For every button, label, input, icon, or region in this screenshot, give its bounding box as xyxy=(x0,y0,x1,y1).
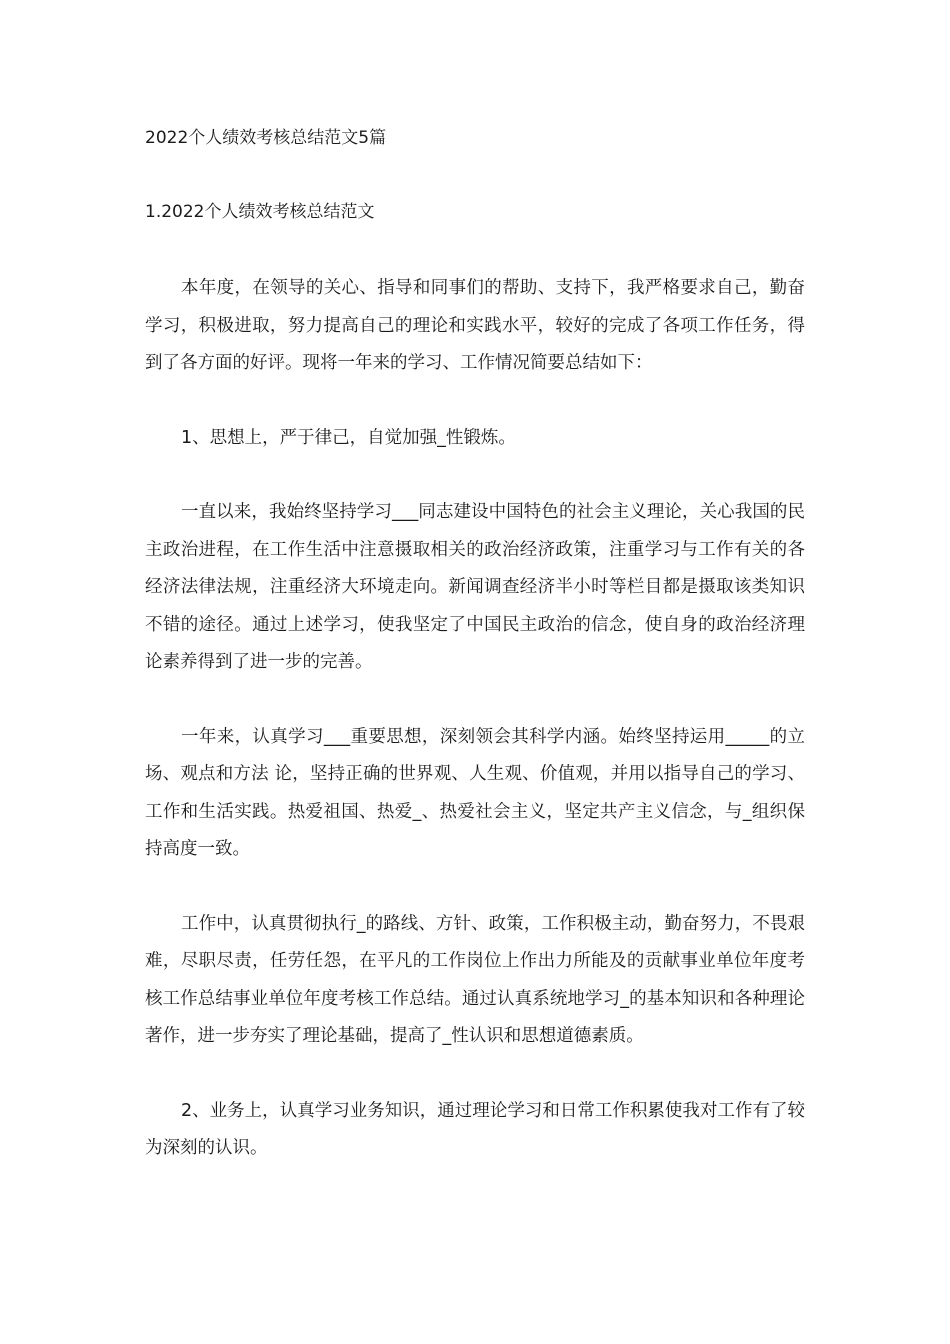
document-body xyxy=(145,270,805,1205)
document-title: 2022个人绩效考核总结范文5篇 xyxy=(145,128,387,148)
paragraph-point-2-heading: 2、业务上，认真学习业务知识，通过理论学习和日常工作积累使我对工作有了较为深刻的认识。 xyxy=(145,1100,805,1158)
paragraph-work: 工作中，认真贯彻执行_的路线、方针、政策，工作积极主动，勤奋努力，不畏艰难，尽职尽责，任劳任怨，在平凡的工作岗位上作出力所能及的贡献事业单位年度考核工作总结事业单位年度考核工作总结。通过认真系统地学习_的基本知识和各种理论著作，进一步夯实了理论基础，提高了_性认识和思想道德素质。 xyxy=(145,913,805,1046)
paragraph-intro: 本年度，在领导的关心、指导和同事们的帮助、支持下，我严格要求自己，勤奋学习，积极进取，努力提高自己的理论和实践水平，较好的完成了各项工作任务，得到了各方面的好评。现将一年来的学习、工作情况简要总结如下： xyxy=(145,278,805,373)
paragraph-thought: 一年来，认真学习___重要思想，深刻领会其科学内涵。始终坚持运用_____的立场、观点和方法 论，坚持正确的世界观、人生观、价值观，并用以指导自己的学习、工作和生活实践。热爱祖国、热爱_、热爱社会主义，坚定共产主义信念，与_组织保持高度一致。 xyxy=(145,726,805,859)
paragraph-study: 一直以来，我始终坚持学习___同志建设中国特色的社会主义理论，关心我国的民主政治进程，在工作生活中注意摄取相关的政治经济政策，注重学习与工作有关的各经济法律法规，注重经济大环境走向。新闻调查经济半小时等栏目都是摄取该类知识不错的途径。通过上述学习，使我坚定了中国民主政治的信念，使自身的政治经济理论素养得到了进一步的完善。 xyxy=(145,502,805,672)
paragraph-point-1-heading: 1、思想上，严于律己，自觉加强_性锻炼。 xyxy=(181,427,516,448)
section-title: 1.2022个人绩效考核总结范文 xyxy=(145,202,375,222)
